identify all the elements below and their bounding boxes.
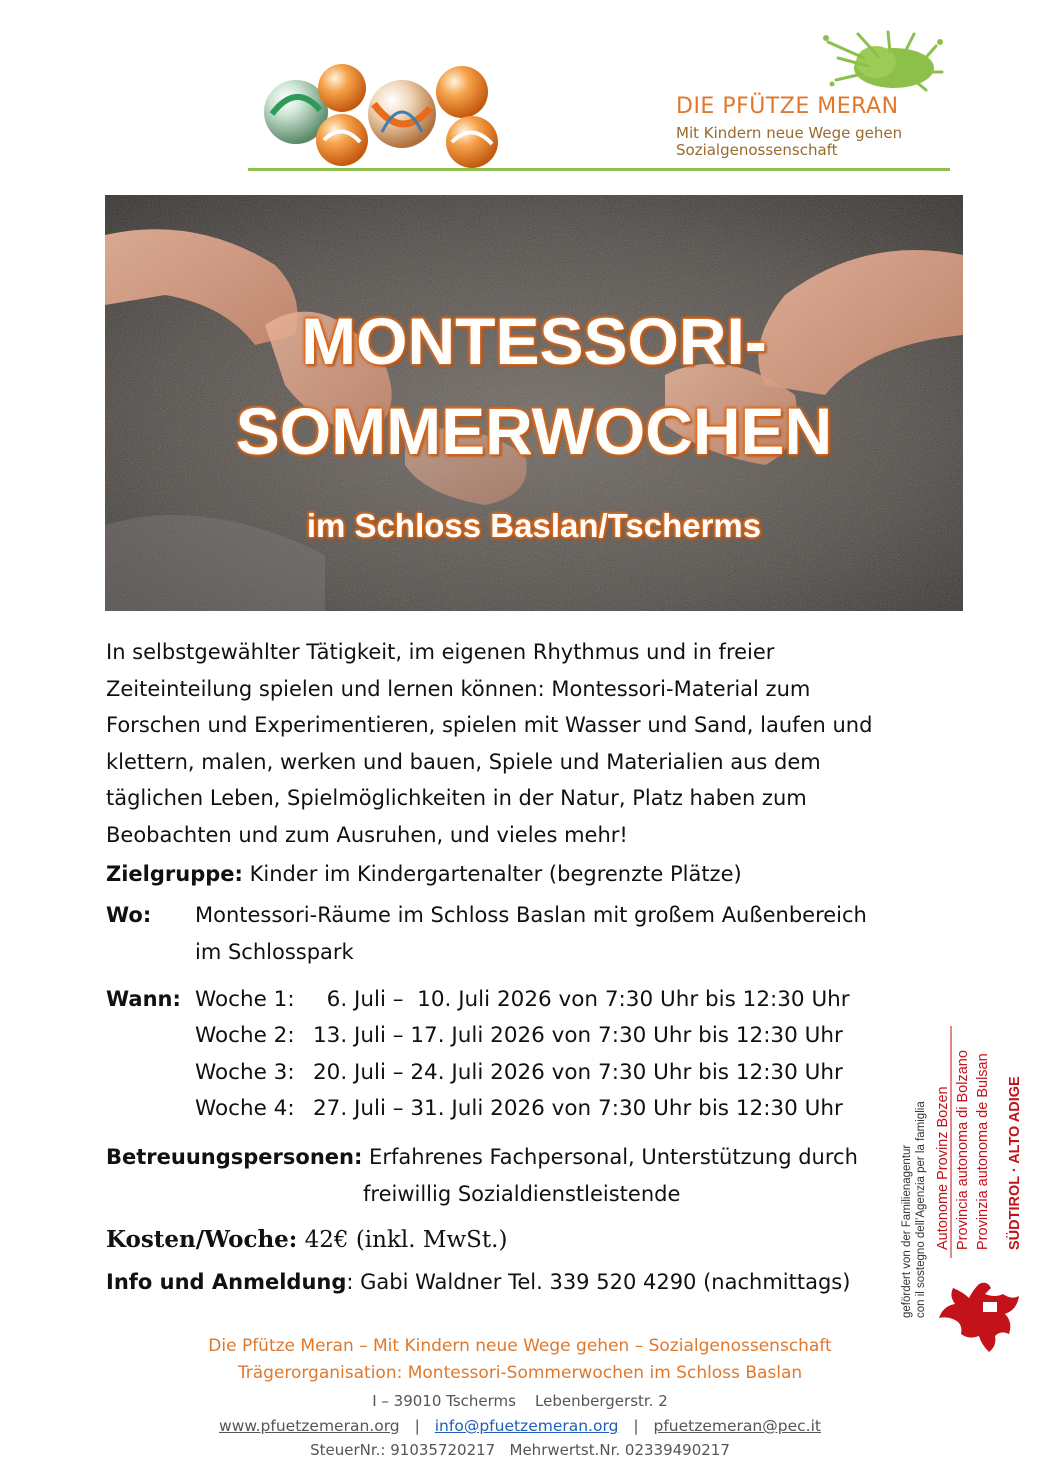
footer-address: I – 39010 Tscherms Lebenbergerstr. 2 xyxy=(372,1392,668,1410)
hero-subtitle: im Schloss Baslan/Tscherms xyxy=(306,507,762,544)
caregivers-label: Betreuungspersonen: xyxy=(106,1145,363,1169)
website-link[interactable]: www.pfuetzemeran.org xyxy=(219,1417,400,1435)
week-dates: 27. Juli – 31. Juli 2026 von 7:30 Uhr bis 12:30 Uhr xyxy=(313,1096,843,1121)
week-dates: 13. Juli – 17. Juli 2026 von 7:30 Uhr bis 12:30 Uhr xyxy=(313,1023,843,1048)
header-divider xyxy=(248,168,950,171)
footer-line: Trägerorganisation: Montessori-Sommerwochen im Schloss Baslan xyxy=(237,1363,803,1383)
footer-tax-info: SteuerNr.: 91035720217 Mehrwertst.Nr. 02339490217 xyxy=(310,1441,730,1459)
marbles-image xyxy=(262,52,512,170)
province-text: Autonome Provinz Bozen xyxy=(935,1086,951,1250)
hero-title-line2: SOMMERWOCHEN xyxy=(235,394,833,468)
hero-banner xyxy=(105,195,963,611)
target-group-label: Zielgruppe: xyxy=(106,862,243,886)
schedule-week xyxy=(195,1096,843,1121)
sponsor-text: gefördert von der Familienagentur xyxy=(901,1144,913,1318)
intro-line: In selbstgewählter Tätigkeit, im eigenen Rhythmus und in freier xyxy=(106,640,775,664)
schedule-week xyxy=(195,1060,843,1085)
target-group-text: Kinder im Kindergartenalter (begrenzte Plätze) xyxy=(242,862,742,886)
separator: | xyxy=(633,1417,639,1435)
sponsor-text: con il sostegno dell’Agenzia per la famiglia xyxy=(915,1101,927,1318)
slogan-line: Sozialgenossenschaft xyxy=(676,141,838,159)
province-text: SÜDTIROL · ALTO ADIGE xyxy=(1007,1076,1023,1250)
pec-email-link[interactable]: pfuetzemeran@pec.it xyxy=(653,1417,821,1435)
intro-line: Forschen und Experimentieren, spielen mit Wasser und Sand, laufen und xyxy=(106,713,873,737)
sponsor-block xyxy=(895,1018,1030,1358)
province-text: Provincia autonoma di Bolzano xyxy=(955,1050,971,1250)
hero-title-line1: MONTESSORI- xyxy=(301,304,767,378)
week-name: Woche 3: xyxy=(195,1060,295,1085)
intro-line: Beobachten und zum Ausruhen, und vieles mehr! xyxy=(106,822,628,847)
intro-line: klettern, malen, werken und bauen, Spiele und Materialien aus dem xyxy=(106,749,821,774)
contact-info xyxy=(106,1270,850,1294)
caregivers-text: freiwillig Sozialdienstleistende xyxy=(363,1182,681,1206)
intro-line: Zeiteinteilung spielen und lernen können: Montessori-Material zum xyxy=(106,676,811,701)
week-name: Woche 1: xyxy=(195,987,295,1012)
schedule-label: Wann: xyxy=(106,987,181,1011)
intro-line: täglichen Leben, Spielmöglichkeiten in der Natur, Platz haben zum xyxy=(106,786,807,810)
footer-links xyxy=(0,1417,1040,1435)
target-group xyxy=(106,862,742,886)
week-name: Woche 2: xyxy=(195,1023,295,1048)
intro-paragraph xyxy=(106,634,872,853)
footer-line: Die Pfütze Meran – Mit Kindern neue Wege gehen – Sozialgenossenschaft xyxy=(208,1336,832,1356)
week-name: Woche 4: xyxy=(195,1096,295,1121)
caregivers-text: Erfahrenes Fachpersonal, Unterstützung durch xyxy=(362,1145,858,1169)
province-text: Provinzia autonoma de Bulsan xyxy=(975,1053,991,1250)
cost-text: 42€ (inkl. MwSt.) xyxy=(297,1227,508,1253)
location-text: im Schlosspark xyxy=(195,940,354,964)
caregivers xyxy=(106,1145,858,1169)
week-dates: 20. Juli – 24. Juli 2026 von 7:30 Uhr bis 12:30 Uhr xyxy=(313,1060,843,1085)
slogan-line: Mit Kindern neue Wege gehen xyxy=(676,124,903,142)
contact-label: Info und Anmeldung xyxy=(106,1270,347,1294)
location-label: Wo: xyxy=(106,903,152,927)
org-slogan xyxy=(676,125,902,159)
schedule-week xyxy=(195,987,850,1012)
org-name: DIE PFÜTZE MERAN xyxy=(676,94,899,119)
separator: | xyxy=(414,1417,420,1435)
location-text: Montessori-Räume im Schloss Baslan mit großem Außenbereich xyxy=(195,903,867,927)
contact-text: : Gabi Waldner Tel. 339 520 4290 (nachmittags) xyxy=(346,1270,851,1294)
cost-label: Kosten/Woche: xyxy=(106,1226,298,1253)
splash-logo-icon xyxy=(818,28,946,100)
schedule-week xyxy=(195,1023,843,1048)
week-dates: 6. Juli – 10. Juli 2026 von 7:30 Uhr bis 12:30 Uhr xyxy=(313,987,850,1012)
email-link[interactable]: info@pfuetzemeran.org xyxy=(434,1417,619,1435)
cost xyxy=(106,1226,507,1253)
